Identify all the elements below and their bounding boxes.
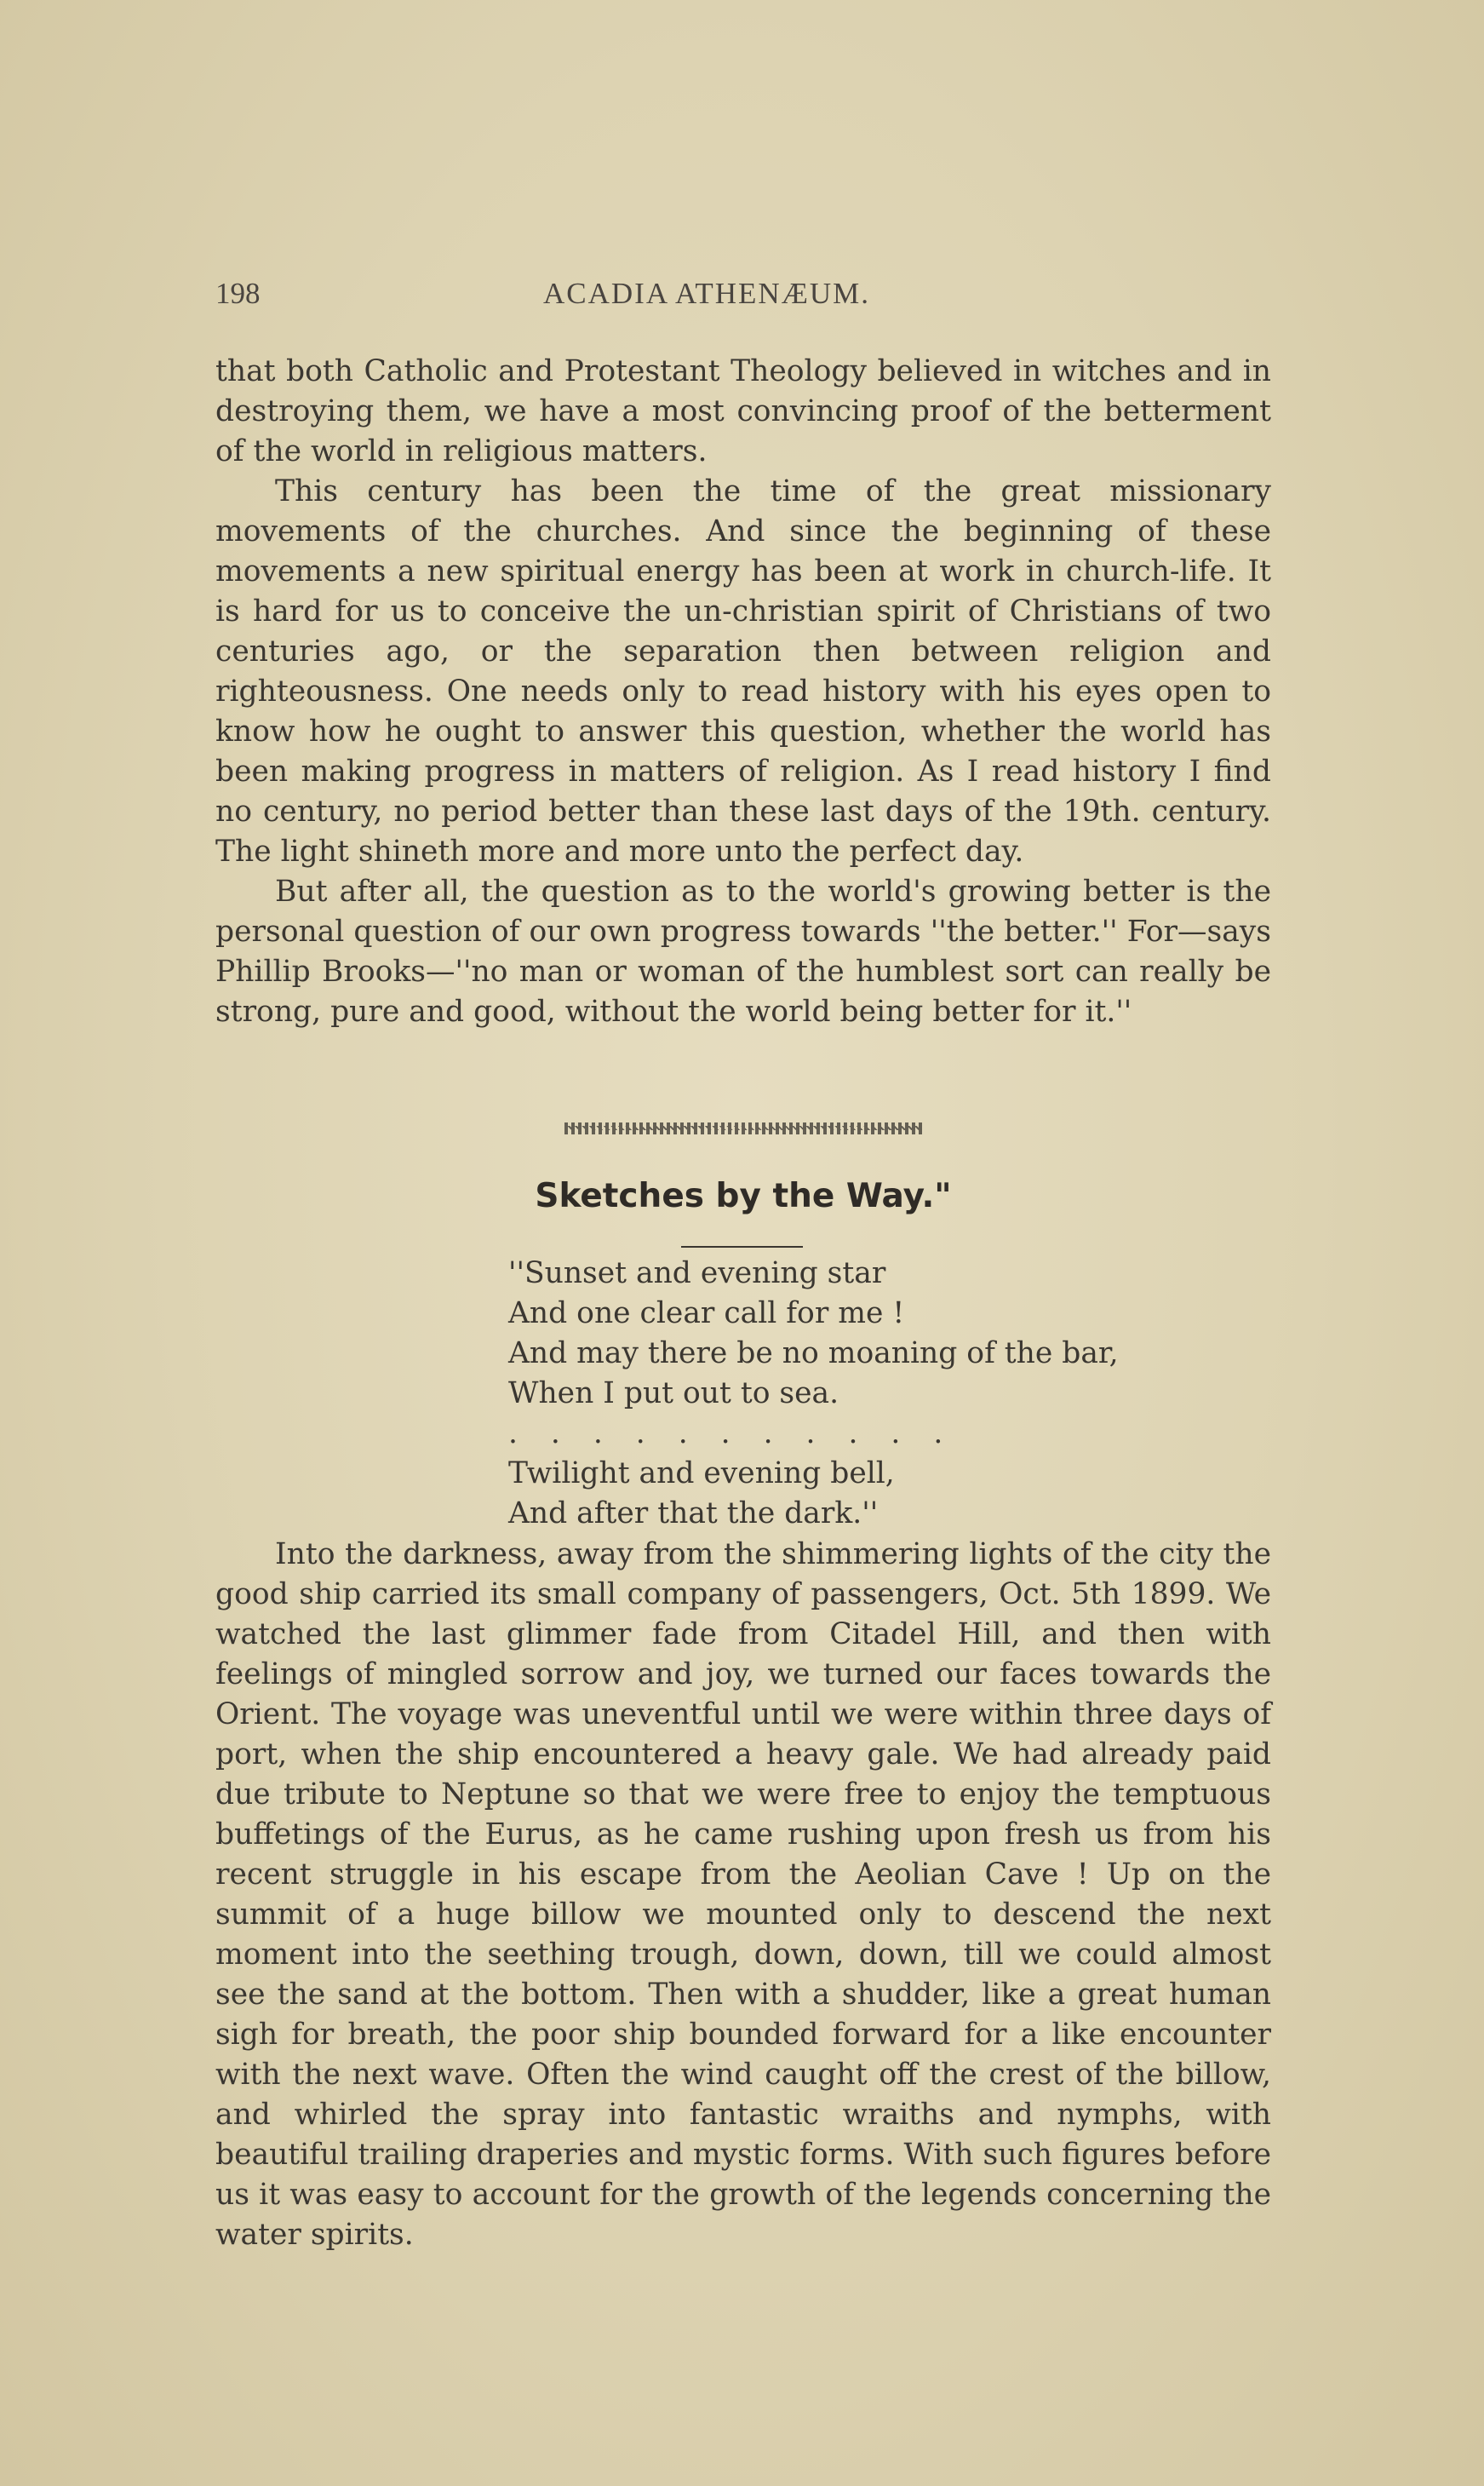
poem-line: And one clear call for me ! bbox=[508, 1296, 905, 1330]
paragraph-1: that both Catholic and Protestant Theology believed in witches and in destroying them, we have a most convincing proof of the betterment of the world in religious matters. bbox=[215, 354, 1271, 468]
epigraph-poem bbox=[508, 1254, 1119, 1534]
article-body bbox=[215, 1535, 1271, 2255]
running-header bbox=[215, 277, 1271, 319]
poem-line: When I put out to sea. bbox=[508, 1376, 839, 1410]
paragraph-3: But after all, the question as to the world's growing better is the personal question of our own progress towards ''the better.'' For—says Phillip Brooks—''no man or woman of the humblest sort can really be strong, pure and good, without the world being better for it.'' bbox=[215, 875, 1271, 1029]
poem-ellipsis: . . . . . . . . . . . bbox=[508, 1416, 955, 1450]
section-divider-ornament bbox=[564, 1122, 922, 1134]
poem-line: And may there be no moaning of the bar, bbox=[508, 1336, 1119, 1370]
continued-article-text bbox=[215, 352, 1271, 1032]
journal-title: ACADIA ATHENÆUM. bbox=[543, 277, 870, 310]
poem-line: Twilight and evening bell, bbox=[508, 1456, 895, 1490]
article-title: Sketches by the Way." bbox=[535, 1177, 952, 1215]
page-number: 198 bbox=[215, 277, 261, 310]
poem-line: ''Sunset and evening star bbox=[508, 1256, 886, 1290]
paragraph-2: This century has been the time of the great missionary movements of the churches. And since the beginning of these movements a new spiritual energy has been at work in church-life. It is hard for us to conceive the un-christian spirit of Christians of two centuries ago, or the separation then between religion and righteousness. One needs only to read history with his eyes open to know how he ought to answer this question, whether the world has been making progress in matters of religion. As I read history I find no century, no period better than these last days of the 19th. century. The light shineth more and more unto the perfect day. bbox=[215, 474, 1271, 869]
poem-line: And after that the dark.'' bbox=[508, 1496, 879, 1530]
title-underline bbox=[681, 1246, 803, 1248]
paragraph-4: Into the darkness, away from the shimmering lights of the city the good ship carried its small company of passengers, Oct. 5th 1899. We watched the last glimmer fade from Citadel Hill, and then with feelings of mingled sorrow and joy, we turned our faces towards the Orient. The voyage was uneventful until we were within three days of port, when the ship encountered a heavy gale. We had already paid due tribute to Neptune so that we were free to enjoy the temptuous buffetings of the Eurus, as he came rushing upon fresh us from his recent struggle in his escape from the Aeolian Cave ! Up on the summit of a huge billow we mounted only to descend the next moment into the seething trough, down, down, till we could almost see the sand at the bottom. Then with a shudder, like a great human sigh for breath, the poor ship bounded forward for a like encounter with the next wave. Often the wind caught off the crest of the billow, and whirled the spray into fantastic wraiths and nymphs, with beautiful trailing draperies and mystic forms. With such figures before us it was easy to account for the growth of the legends concerning the water spirits. bbox=[215, 1537, 1271, 2252]
